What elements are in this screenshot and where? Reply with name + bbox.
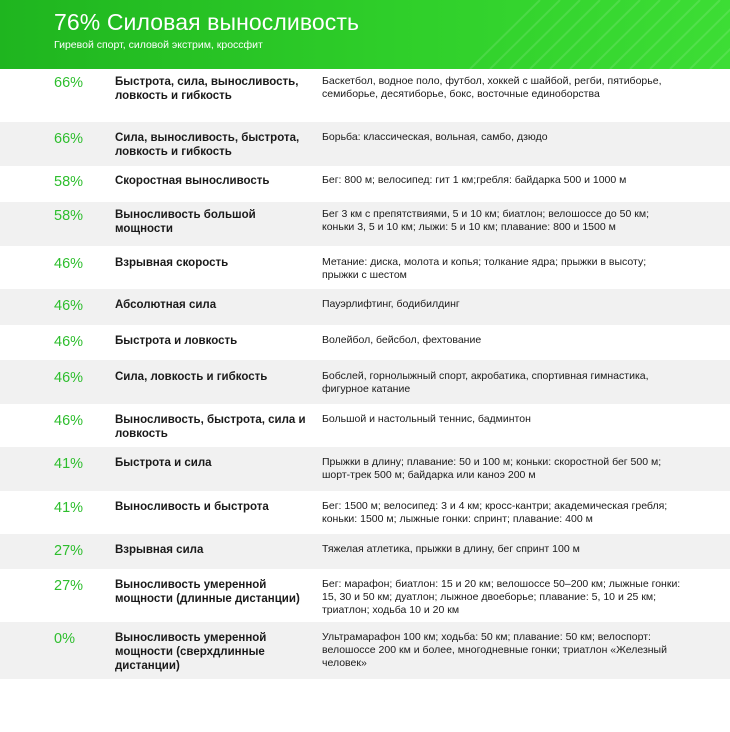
- row-sports: Волейбол, бейсбол, фехтование: [322, 334, 482, 346]
- row-quality: Сила, выносливость, быстрота, ловкость и гибкость: [115, 132, 300, 158]
- table-row: [0, 202, 730, 246]
- row-quality: Выносливость большой мощности: [115, 209, 256, 235]
- row-quality: Выносливость, быстрота, сила и ловкость: [115, 414, 306, 440]
- table-row: [0, 289, 730, 325]
- table-row: [0, 622, 730, 679]
- sports-table: [0, 69, 730, 679]
- page-title: 76% Силовая выносливость: [54, 9, 360, 35]
- row-sports: Метание: диска, молота и копья; толкание ядра; прыжки в высоту; прыжки с шестом: [322, 256, 647, 281]
- row-quality: Сила, ловкость и гибкость: [115, 371, 268, 383]
- row-sports: Тяжелая атлетика, прыжки в длину, бег спринт 100 м: [322, 543, 580, 555]
- table-row: [0, 122, 730, 166]
- table-row: [0, 404, 730, 447]
- row-percent: 46%: [54, 413, 84, 429]
- table-row: [0, 360, 730, 404]
- row-sports: Бег: 1500 м; велосипед: 3 и 4 км; кросс-кантри; академическая гребля; коньки: 1500 м; лыжные гонки: спринт; плавание: 400 м: [322, 500, 668, 525]
- row-percent: 41%: [54, 500, 84, 516]
- row-quality: Выносливость и быстрота: [115, 501, 269, 513]
- row-sports: Большой и настольный теннис, бадминтон: [322, 413, 531, 425]
- table-row: [0, 69, 730, 122]
- row-quality: Взрывная сила: [115, 544, 204, 556]
- table-row: [0, 447, 730, 491]
- row-sports: Пауэрлифтинг, бодибилдинг: [322, 298, 460, 310]
- row-percent: 0%: [54, 631, 75, 647]
- row-sports: Бег: марафон; биатлон: 15 и 20 км; велошоссе 50–200 км; лыжные гонки: 15, 30 и 50 км; дуатлон; лыжное двоеборье; плавание: 5, 10 и 25 км; триатлон; ходьба 10 и 20 км: [322, 578, 681, 616]
- row-quality: Взрывная скорость: [115, 257, 229, 269]
- row-percent: 27%: [54, 543, 84, 559]
- row-sports: Борьба: классическая, вольная, самбо, дзюдо: [322, 131, 548, 143]
- row-sports: Прыжки в длину; плавание: 50 и 100 м; коньки: скоростной бег 500 м; шорт-трек 500 м; байдарка или каноэ 200 м: [322, 456, 662, 481]
- row-percent: 46%: [54, 298, 84, 314]
- row-sports: Бег 3 км с препятствиями, 5 и 10 км; биатлон; велошоссе до 50 км; коньки 3, 5 и 10 км; лыжи: 5 и 10 км; плавание: 800 и 1500 м: [322, 208, 649, 233]
- row-percent: 41%: [54, 456, 84, 472]
- row-percent: 27%: [54, 578, 84, 594]
- row-quality: Быстрота, сила, выносливость, ловкость и гибкость: [115, 76, 299, 102]
- row-sports: Бобслей, горнолыжный спорт, акробатика, спортивная гимнастика, фигурное катание: [322, 370, 649, 395]
- page-header: [0, 0, 730, 69]
- row-percent: 46%: [54, 334, 84, 350]
- table-row: [0, 325, 730, 360]
- page-subtitle: Гиревой спорт, силовой экстрим, кроссфит: [54, 39, 263, 51]
- row-percent: 66%: [54, 75, 84, 91]
- row-sports: Ультрамарафон 100 км; ходьба: 50 км; плавание: 50 км; велоспорт: велошоссе 200 км и более, многодневные гонки; триатлон «Железный человек»: [322, 631, 667, 669]
- table-row: [0, 534, 730, 569]
- row-quality: Скоростная выносливость: [115, 175, 270, 187]
- row-quality: Быстрота и ловкость: [115, 335, 238, 347]
- row-quality: Выносливость умеренной мощности (сверхдлинные дистанции): [115, 632, 267, 672]
- row-quality: Абсолютная сила: [115, 299, 217, 311]
- row-percent: 66%: [54, 131, 84, 147]
- row-percent: 46%: [54, 370, 84, 386]
- table-row: [0, 246, 730, 289]
- table-row: [0, 569, 730, 622]
- table-row: [0, 491, 730, 534]
- row-sports: Баскетбол, водное поло, футбол, хоккей с шайбой, регби, пятиборье, семиборье, десятиборье, бокс, восточные единоборства: [322, 75, 662, 100]
- table-row: [0, 166, 730, 202]
- row-percent: 58%: [54, 208, 84, 224]
- row-sports: Бег: 800 м; велосипед: гит 1 км;гребля: байдарка 500 и 1000 м: [322, 174, 627, 186]
- row-percent: 58%: [54, 174, 84, 190]
- row-percent: 46%: [54, 256, 84, 272]
- row-quality: Выносливость умеренной мощности (длинные дистанции): [115, 579, 300, 605]
- row-quality: Быстрота и сила: [115, 457, 212, 469]
